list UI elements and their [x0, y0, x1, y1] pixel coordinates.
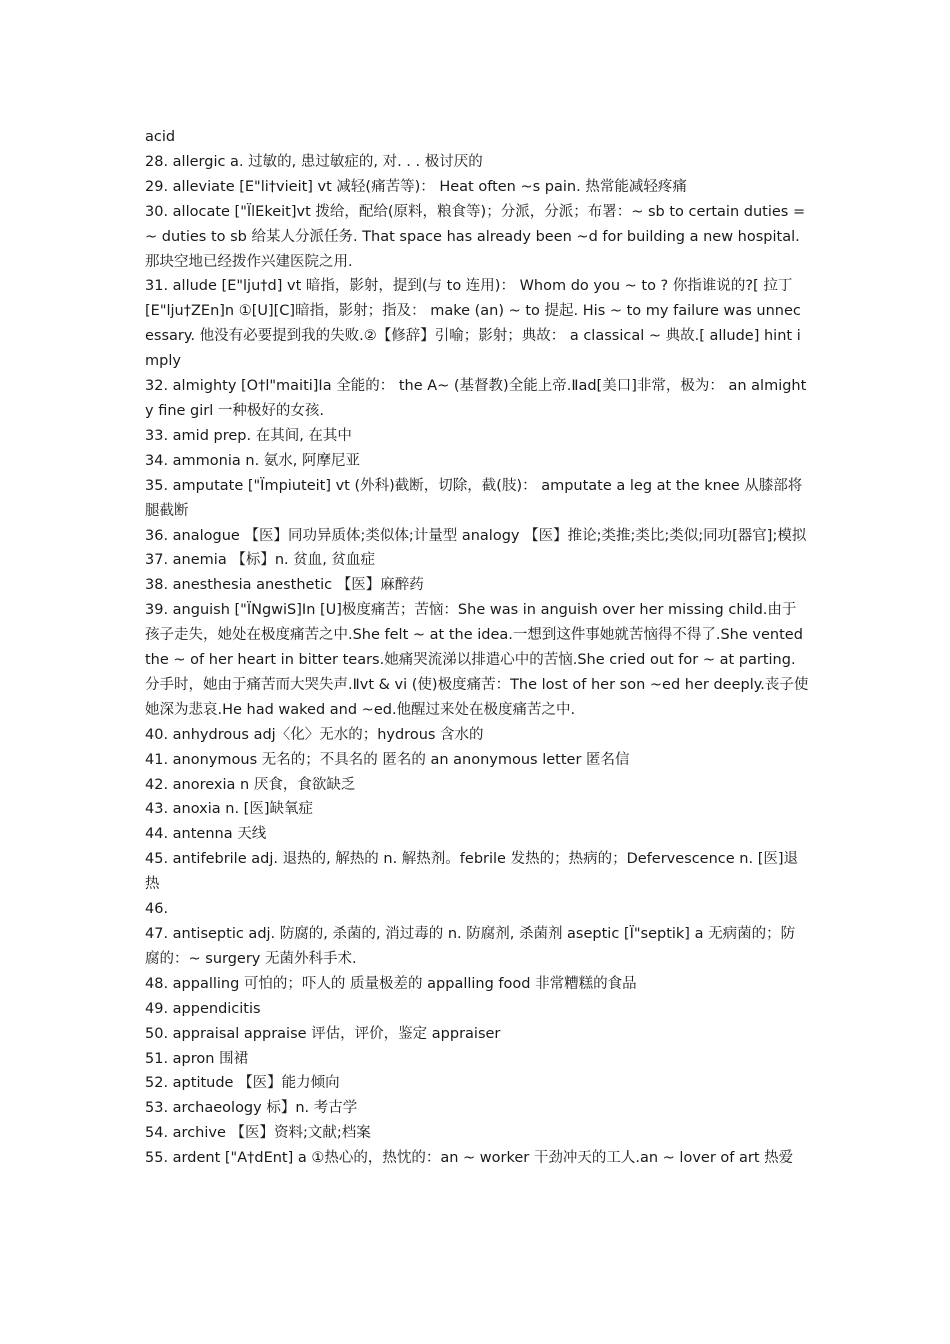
entry-53-archaeology: 53. archaeology 标】n. 考古学: [145, 1100, 358, 1117]
entry-40-anhydrous: 40. anhydrous adj〈化〉无水的；hydrous 含水的: [145, 726, 484, 743]
entry-37-anemia: 37. anemia 【标】n. 贫血, 贫血症: [145, 552, 375, 569]
entry-44-antenna: 44. antenna 天线: [145, 826, 267, 843]
entry-54-archive: 54. archive 【医】资料;文献;档案: [145, 1125, 371, 1142]
entry-46: 46.: [145, 901, 169, 918]
entry-31-allude: 31. allude [E"lju†d] vt 暗指，影射，提到(与 to 连用)： Whom do you ~ to ? 你指谁说的?[ 拉丁[E"lju†ZEn]n ①[U][C]暗指，影射；指及： make (an) ~ to 提起. His ~ to my failure was unnecessary. 他没有必要提到我的失败.②【修辞】引喻；影射；典故： a classical ~ 典故.[ allude] hint imply: [145, 278, 801, 370]
entry-34-ammonia: 34. ammonia n. 氨水, 阿摩尼亚: [145, 452, 361, 469]
entry-32-almighty: 32. almighty [O†l"maiti]Ⅰa 全能的： the A~ (基督教)全能上帝.Ⅱad[美口]非常，极为： an almighty fine girl 一种极好的女孩.: [145, 378, 807, 419]
entry-48-appalling: 48. appalling 可怕的；吓人的 质量极差的 appalling food 非常糟糕的食品: [145, 975, 637, 992]
entry-28-allergic: 28. allergic a. 过敏的, 患过敏症的, 对. . . 极讨厌的: [145, 153, 483, 170]
entry-50-appraisal: 50. appraisal appraise 评估，评价，鉴定 appraiser: [145, 1025, 501, 1042]
entry-36-analogue: 36. analogue 【医】同功异质体;类似体;计量型 analogy 【医】推论;类推;类比;类似;同功[器官];模拟: [145, 527, 807, 544]
entry-39-anguish: 39. anguish ["ÏNgwiS]Ⅰn [U]极度痛苦；苦恼：She was in anguish over her missing child.由于孩子走失，她处在极度痛苦之中.She felt ~ at the idea.一想到这件事她就苦恼得不得了.She vented the ~ of her heart in bitter tears.她痛哭流涕以排遣心中的苦恼.She cried out for ~ at parting.分手时，她由于痛苦而大哭失声.Ⅱvt & vi (使)极度痛苦：The lost of her son ~ed her deeply.丧子使她深为悲哀.He had waked and ~ed.他醒过来处在极度痛苦之中.: [145, 602, 809, 718]
entry-42-anorexia: 42. anorexia n 厌食，食欲缺乏: [145, 776, 356, 793]
entry-acid: acid: [145, 129, 176, 145]
entry-43-anoxia: 43. anoxia n. [医]缺氧症: [145, 801, 313, 818]
entry-51-apron: 51. apron 围裙: [145, 1050, 249, 1067]
entry-38-anesthesia: 38. anesthesia anesthetic 【医】麻醉药: [145, 577, 424, 594]
entry-29-alleviate: 29. alleviate [E"li†vieit] vt 减轻(痛苦等)： Heat often ~s pain. 热常能减轻疼痛: [145, 178, 687, 195]
entry-35-amputate: 35. amputate ["Ïmpiuteit] vt (外科)截断，切除，截(肢)： amputate a leg at the knee 从膝部将腿截断: [145, 477, 803, 519]
entry-55-ardent: 55. ardent ["A†dEnt] a ①热心的，热忱的：an ~ worker 干劲冲天的工人.an ~ lover of art 热爱: [145, 1150, 794, 1167]
document-page: [145, 125, 809, 1171]
entry-49-appendicitis: 49. appendicitis: [145, 1000, 261, 1017]
entry-41-anonymous: 41. anonymous 无名的；不具名的 匿名的 an anonymous letter 匿名信: [145, 751, 630, 768]
entry-45-antifebrile: 45. antifebrile adj. 退热的, 解热的 n. 解热剂。febrile 发热的；热病的；Defervescence n. [医]退热: [145, 851, 799, 893]
entry-30-allocate: 30. allocate ["ÏlEkeit]vt 拨给，配给(原料，粮食等)；分派，分派；布署：~ sb to certain duties = ~ duties to sb 给某人分派任务. That space has already been ~d for building a new hospital. 那块空地已经拨作兴建医院之用.: [145, 203, 806, 270]
entry-52-aptitude: 52. aptitude 【医】能力倾向: [145, 1075, 340, 1092]
entry-33-amid: 33. amid prep. 在其间, 在其中: [145, 427, 352, 444]
entry-47-antiseptic: 47. antiseptic adj. 防腐的, 杀菌的, 消过毒的 n. 防腐剂, 杀菌剂 aseptic [Ï"septik] a 无病菌的；防腐的：~ surgery 无菌外科手术.: [145, 926, 796, 967]
